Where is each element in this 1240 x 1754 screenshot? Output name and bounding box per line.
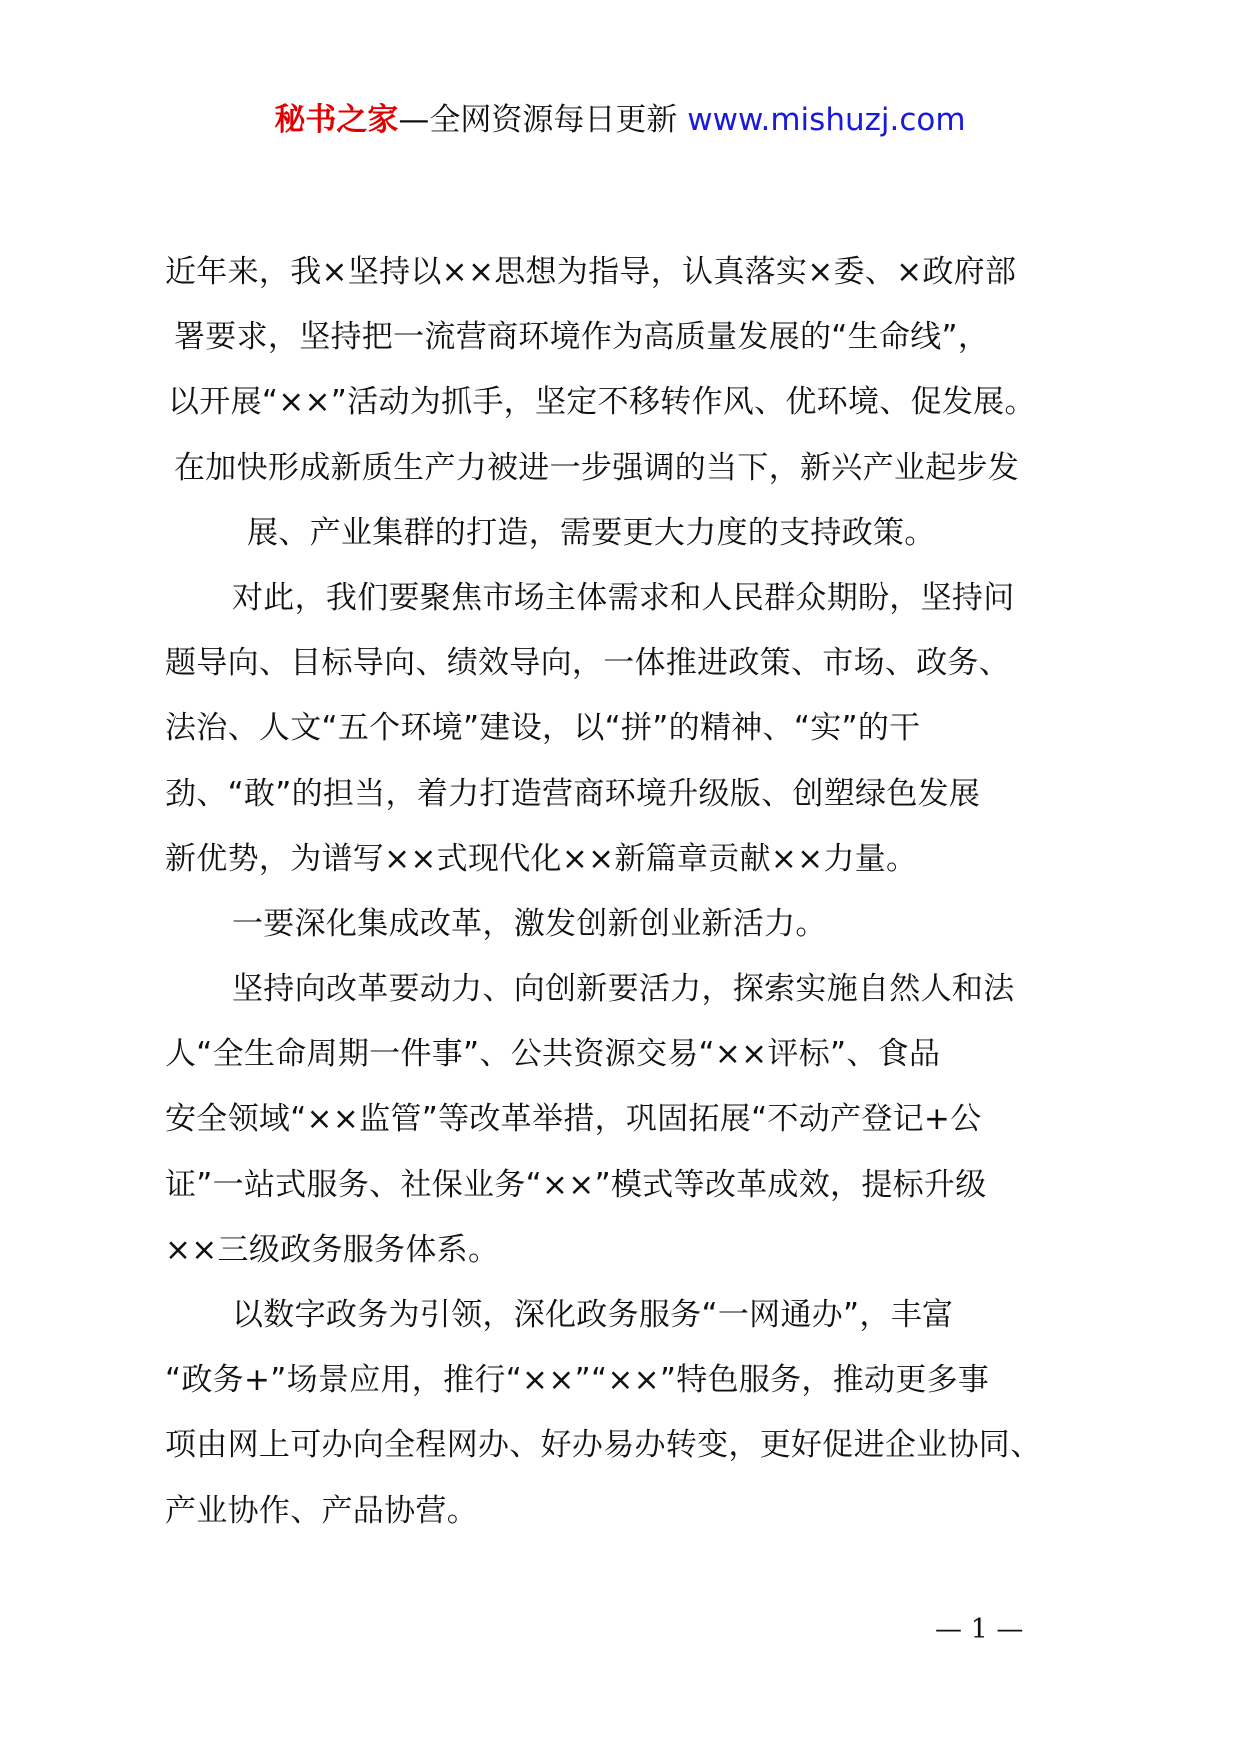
header-tagline: —全网资源每日更新 <box>398 102 688 138</box>
text-line: 安全领域“××监管”等改革举措，巩固拓展“不动产登记+公 <box>165 1101 982 1138</box>
paragraph-first-line: 以数字政务为引领，深化政务服务“一网通办”，丰富 <box>232 1297 954 1333</box>
text-line: 劲、“敢”的担当，着力打造营商环境升级版、创塑绿色发展 <box>165 775 981 812</box>
paragraph-first-line: 对此，我们要聚焦市场主体需求和人民群众期盼，坚持问 <box>232 579 1015 616</box>
text-line: 题导向、目标导向、绩效导向，一体推进政策、市场、政务、 <box>165 645 1011 682</box>
text-line: 法治、人文“五个环境”建设，以“拼”的精神、“实”的干 <box>165 710 921 747</box>
text-line: 产业协作、产品协营。 <box>165 1492 478 1529</box>
text-line: 展、产业集群的打造，需要更大力度的支持政策。 <box>247 514 936 551</box>
text-line: 以开展“××”活动为抓手，坚定不移转作风、优环境、促发展。 <box>168 384 1036 421</box>
text-line: 近年来，我×坚持以××思想为指导，认真落实×委、×政府部 <box>165 254 1017 290</box>
text-line: 证”一站式服务、社保业务“××”模式等改革成效，提标升级 <box>165 1166 987 1203</box>
text-line: 人“全生命周期一件事”、公共资源交易“××评标”、食品 <box>165 1036 941 1073</box>
document-body <box>165 240 1125 1544</box>
site-url[interactable]: www.mishuzj.com <box>687 102 966 138</box>
text-line: 署要求，坚持把一流营商环境作为高质量发展的“生命线”， <box>174 319 990 356</box>
text-line: 项由网上可办向全程网办、好办易办转变，更好促进企业协同、 <box>165 1427 1042 1464</box>
page-number: — 1 — <box>935 1614 1024 1645</box>
text-line: 新优势，为谱写××式现代化××新篇章贡献××力量。 <box>165 840 918 877</box>
text-line: 在加快形成新质生产力被进一步强调的当下，新兴产业起步发 <box>174 449 1020 486</box>
paragraph-first-line: 坚持向改革要动力、向创新要活力，探索实施自然人和法 <box>232 971 1015 1008</box>
section-heading: 一要深化集成改革，激发创新创业新活力。 <box>232 905 827 942</box>
brand-name: 秘书之家 <box>274 102 399 138</box>
page-header <box>0 98 1240 142</box>
text-line: ××三级政务服务体系。 <box>165 1231 500 1268</box>
text-line: “政务+”场景应用，推行“××”“××”特色服务，推动更多事 <box>165 1362 990 1399</box>
